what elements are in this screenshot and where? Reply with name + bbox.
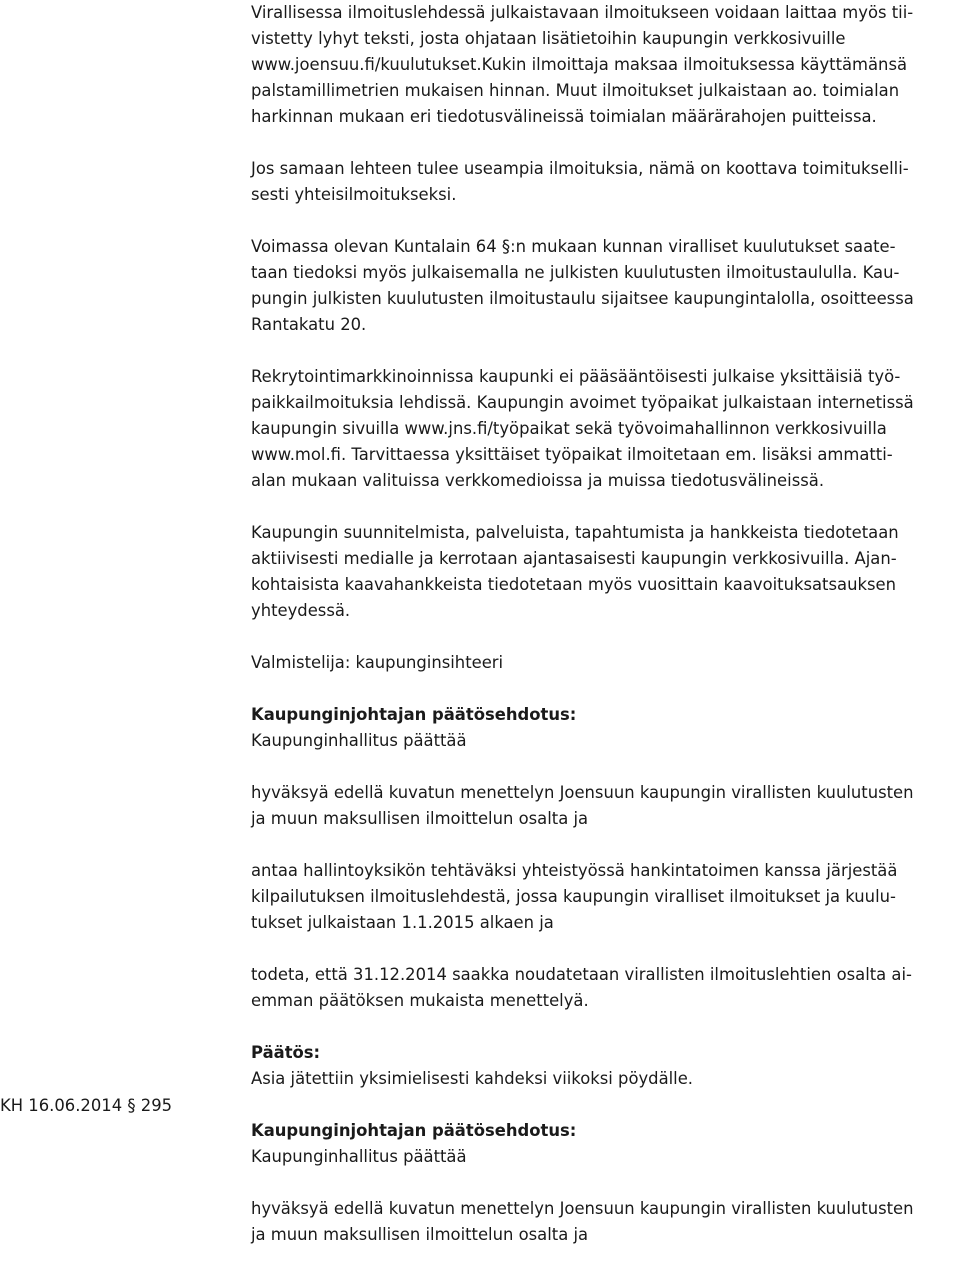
- text-line: sesti yhteisilmoitukseksi.: [251, 185, 457, 204]
- text-line: www.mol.fi. Tarvittaessa yksittäiset työpaikat ilmoitetaan em. lisäksi ammatti-: [251, 445, 893, 464]
- decision-section: [251, 1040, 956, 1092]
- proposal-item: [251, 962, 956, 1014]
- text-line: paikkailmoituksia lehdissä. Kaupungin avoimet työpaikat julkaistaan internetissä: [251, 393, 914, 412]
- text-line: emman päätöksen mukaista menettelyä.: [251, 991, 589, 1010]
- preparer-line: Valmistelija: kaupunginsihteeri: [251, 653, 504, 672]
- text-line: vistetty lyhyt teksti, josta ohjataan lisätietoihin kaupungin verkkosivuille: [251, 29, 846, 48]
- text-line: antaa hallintoyksikön tehtäväksi yhteistyössä hankintatoimen kanssa järjestää: [251, 861, 898, 880]
- text-line: Jos samaan lehteen tulee useampia ilmoituksia, nämä on koottava toimitukselli-: [251, 159, 909, 178]
- proposal-item: [251, 858, 956, 936]
- text-line: kaupungin sivuilla www.jns.fi/työpaikat sekä työvoimahallinnon verkkosivuilla: [251, 419, 887, 438]
- paragraph-kuntalaki: [251, 234, 956, 338]
- text-line: Rantakatu 20.: [251, 315, 367, 334]
- text-line: kohtaisista kaavahankkeista tiedotetaan myös vuosittain kaavoituksatsauksen: [251, 575, 896, 594]
- proposal-subject: Kaupunginhallitus päättää: [251, 1147, 467, 1166]
- text-line: Rekrytointimarkkinoinnissa kaupunki ei pääsääntöisesti julkaise yksittäisiä työ-: [251, 367, 901, 386]
- text-line: hyväksyä edellä kuvatun menettelyn Joensuun kaupungin virallisten kuulutusten: [251, 783, 914, 802]
- document-body: [251, 0, 956, 1248]
- proposal-item: [251, 1196, 956, 1248]
- text-line: tukset julkaistaan 1.1.2015 alkaen ja: [251, 913, 554, 932]
- paragraph-rekrytointi: [251, 364, 956, 494]
- text-line: yhteydessä.: [251, 601, 351, 620]
- proposal-heading: Kaupunginjohtajan päätösehdotus:: [251, 1121, 577, 1140]
- text-line: taan tiedoksi myös julkaisemalla ne julkisten kuulutusten ilmoitustaululla. Kau-: [251, 263, 900, 282]
- text-line: ja muun maksullisen ilmoittelun osalta ja: [251, 1225, 589, 1244]
- text-line: Voimassa olevan Kuntalain 64 §:n mukaan kunnan viralliset kuulutukset saate-: [251, 237, 896, 256]
- paragraph-tiedotus: [251, 520, 956, 624]
- text-line: palstamillimetrien mukaisen hinnan. Muut ilmoitukset julkaistaan ao. toimialan: [251, 81, 900, 100]
- paragraph-yhteisilmoitus: [251, 156, 956, 208]
- text-line: Virallisessa ilmoituslehdessä julkaistavaan ilmoitukseen voidaan laittaa myös tii-: [251, 3, 914, 22]
- text-line: kilpailutuksen ilmoituslehdestä, jossa kaupungin viralliset ilmoitukset ja kuulu-: [251, 887, 896, 906]
- text-line: ja muun maksullisen ilmoittelun osalta ja: [251, 809, 589, 828]
- text-line: alan mukaan valituissa verkkomedioissa ja muissa tiedotusvälineissä.: [251, 471, 825, 490]
- proposal-item: [251, 780, 956, 832]
- paragraph-intro: [251, 0, 956, 130]
- proposal-section-2: [251, 1118, 956, 1170]
- section-sign: §: [127, 1096, 136, 1115]
- text-line: www.joensuu.fi/kuulutukset.Kukin ilmoittaja maksaa ilmoituksessa käyttämänsä: [251, 55, 908, 74]
- text-line: pungin julkisten kuulutusten ilmoitustaulu sijaitsee kaupungintalolla, osoitteessa: [251, 289, 914, 308]
- text-line: aktiivisesti medialle ja kerrotaan ajantasaisesti kaupungin verkkosivuilla. Ajan-: [251, 549, 897, 568]
- proposal-heading: Kaupunginjohtajan päätösehdotus:: [251, 705, 577, 724]
- decision-text: Asia jätettiin yksimielisesti kahdeksi viikoksi pöydälle.: [251, 1069, 694, 1088]
- proposal-subject: Kaupunginhallitus päättää: [251, 731, 467, 750]
- proposal-section-1: [251, 702, 956, 754]
- meeting-reference: KH 16.06.2014 § 295: [0, 1096, 173, 1115]
- text-line: Kaupungin suunnitelmista, palveluista, tapahtumista ja hankkeista tiedotetaan: [251, 523, 899, 542]
- text-line: hyväksyä edellä kuvatun menettelyn Joensuun kaupungin virallisten kuulutusten: [251, 1199, 914, 1218]
- section-sign: §: [501, 237, 511, 256]
- decision-heading: Päätös:: [251, 1043, 321, 1062]
- text-line: todeta, että 31.12.2014 saakka noudatetaan virallisten ilmoituslehtien osalta ai-: [251, 965, 912, 984]
- text-line: harkinnan mukaan eri tiedotusvälineissä toimialan määrärahojen puitteissa.: [251, 107, 877, 126]
